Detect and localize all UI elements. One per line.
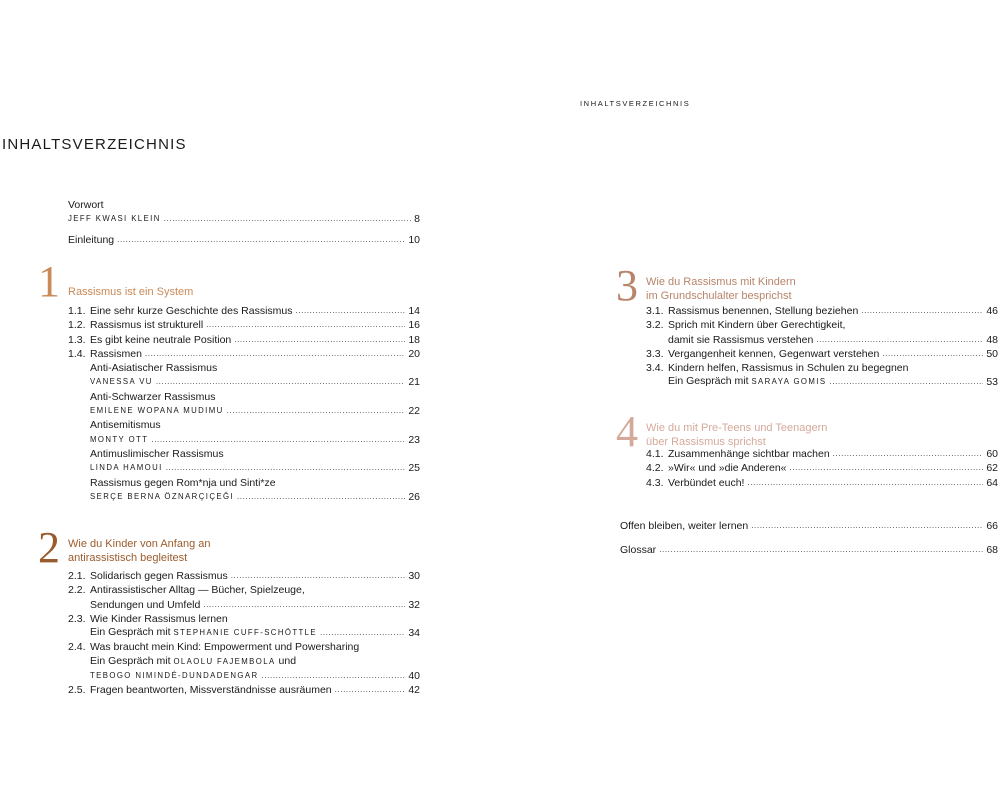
leader-dots	[262, 669, 406, 683]
toc-entry[interactable]	[68, 318, 420, 332]
chapter-number: 4	[616, 407, 638, 456]
front-matter	[68, 198, 420, 247]
entry-title: Zusammenhänge sichtbar machen	[668, 448, 830, 460]
entry-title: Was braucht mein Kind: Empowerment und Powersharing	[90, 641, 360, 654]
toc-subentry-title[interactable]	[68, 447, 420, 461]
toc-subentry-author[interactable]	[68, 433, 420, 447]
toc-entry[interactable]	[68, 612, 420, 626]
toc-subentry-title[interactable]	[68, 418, 420, 432]
toc-entry[interactable]	[68, 683, 420, 697]
subentry-title: Anti-Asiatischer Rassismus	[90, 362, 218, 375]
toc-subentry-title[interactable]	[68, 361, 420, 375]
toc-entry[interactable]	[646, 447, 998, 461]
entry-title: Eine sehr kurze Geschichte des Rassismus	[90, 305, 293, 317]
entry-title: Vergangenheit kennen, Gegenwart verstehen	[668, 347, 880, 360]
toc-subentry-title[interactable]	[68, 476, 420, 490]
entry-number: 2.5.	[68, 684, 86, 697]
entry-title: Wie Kinder Rassismus lernen	[90, 612, 228, 625]
page-number: 50	[986, 347, 998, 360]
leader-dots	[151, 433, 405, 447]
leader-dots	[751, 519, 983, 533]
page-number: 14	[408, 305, 420, 317]
toc-subentry-title[interactable]	[68, 390, 420, 404]
leader-dots	[659, 543, 983, 557]
author-name: OLAOLU FAJEMBOLA	[173, 656, 276, 666]
leader-dots	[320, 626, 405, 640]
entry-title: Solidarisch gegen Rassismus	[90, 570, 228, 582]
author-name: EMILENE WOPANA MUDIMU	[90, 406, 224, 416]
vorwort-label: Vorwort	[68, 199, 104, 211]
toc-entry-vorwort[interactable]	[68, 198, 420, 212]
subentry-title: Anti-Schwarzer Rassismus	[90, 390, 216, 403]
chapter-number: 2	[38, 523, 60, 572]
entry-title: Sendungen und Umfeld	[90, 598, 201, 611]
leader-dots	[833, 447, 984, 461]
toc-entry-continued[interactable]	[68, 598, 420, 612]
page-number: 34	[408, 627, 420, 640]
conversation-prefix: Ein Gespräch mit	[90, 654, 171, 667]
entry-number: 4.2.	[646, 462, 664, 475]
chapter-2-heading[interactable]	[38, 523, 211, 572]
toc-entry-offen[interactable]	[620, 519, 998, 533]
entry-title: Rassismus benennen, Stellung beziehen	[668, 305, 859, 317]
back-matter	[620, 519, 998, 558]
leader-dots	[164, 212, 411, 226]
toc-entry[interactable]	[68, 569, 420, 583]
toc-entry[interactable]	[68, 583, 420, 597]
page-number: 46	[986, 305, 998, 317]
chapter-3-entries	[646, 304, 998, 390]
toc-entry-glossar[interactable]	[620, 543, 998, 557]
entry-title: Verbündet euch!	[668, 476, 745, 489]
page-number: 22	[408, 405, 420, 418]
conjunction: und	[278, 654, 297, 667]
chapter-title: Rassismus ist ein System	[68, 286, 194, 298]
subentry-title: Antimuslimischer Rassismus	[90, 447, 224, 460]
toc-entry-continued[interactable]	[646, 375, 998, 389]
leader-dots	[882, 347, 983, 361]
chapter-2-entries	[68, 569, 420, 698]
entry-title: Es gibt keine neutrale Position	[90, 333, 232, 346]
entry-number: 1.3.	[68, 333, 86, 346]
toc-entry[interactable]	[68, 640, 420, 654]
leader-dots	[816, 333, 983, 347]
leader-dots	[145, 347, 405, 361]
author-name: VANESSA VU	[90, 377, 153, 387]
page-number: 64	[986, 476, 998, 489]
entry-number: 3.1.	[646, 305, 664, 317]
entry-title	[668, 374, 826, 389]
page-number: 40	[408, 670, 420, 683]
leader-dots	[206, 318, 405, 332]
page-number: 30	[408, 570, 420, 582]
chapter-title	[646, 421, 827, 449]
page-number: 18	[408, 333, 420, 346]
leader-dots	[231, 569, 406, 583]
page-number: 60	[986, 448, 998, 460]
entry-title: Fragen beantworten, Missverständnisse ausräumen	[90, 684, 332, 697]
chapter-1-entries	[68, 304, 420, 504]
entry-title: Sprich mit Kindern über Gerechtigkeit,	[668, 319, 846, 332]
entry-number: 4.3.	[646, 476, 664, 489]
chapter-title	[68, 537, 210, 565]
page-number: 42	[408, 684, 420, 697]
leader-dots	[790, 461, 984, 475]
toc-entry[interactable]	[646, 347, 998, 361]
entry-number: 2.2.	[68, 584, 86, 597]
entry-number: 1.4.	[68, 347, 86, 360]
page-number: 66	[986, 520, 998, 532]
author-name: SERÇE BERNA ÖZNARÇIÇEĞI	[90, 491, 234, 501]
leader-dots	[156, 375, 405, 389]
entry-title: Offen bleiben, weiter lernen	[620, 520, 749, 532]
leader-dots	[296, 304, 406, 318]
page-number: 53	[986, 376, 998, 389]
leader-dots	[237, 490, 405, 504]
chapter-4-entries	[646, 447, 998, 490]
page-number: 8	[414, 213, 420, 226]
leader-dots	[747, 476, 983, 490]
entry-number: 2.3.	[68, 612, 86, 625]
toc-entry[interactable]	[646, 304, 998, 318]
page-number: 21	[408, 376, 420, 389]
leader-dots	[829, 375, 983, 389]
author-name: MONTY OTT	[90, 434, 149, 444]
chapter-title-line: im Grundschulalter besprichst	[646, 290, 792, 302]
entry-number: 3.3.	[646, 347, 664, 360]
chapter-number: 1	[38, 257, 60, 306]
toc-subentry-author[interactable]	[68, 461, 420, 475]
subentry-title: Antisemitismus	[90, 419, 161, 432]
toc-entry-continued[interactable]	[68, 669, 420, 683]
leader-dots	[861, 304, 983, 318]
entry-title: Antirassistischer Alltag — Bücher, Spielzeuge,	[90, 584, 305, 597]
chapter-3-heading[interactable]	[616, 261, 796, 310]
toc-entry[interactable]	[68, 347, 420, 361]
page-number: 10	[408, 233, 420, 246]
leader-dots	[335, 683, 406, 697]
entry-title: Rassismen	[90, 347, 142, 360]
author-name: STEPHANIE CUFF-SCHÖTTLE	[173, 628, 317, 638]
page-title: INHALTSVERZEICHNIS	[2, 136, 187, 153]
page-number: 25	[408, 462, 420, 475]
entry-title: »Wir« und »die Anderen«	[668, 462, 787, 475]
toc-entry[interactable]	[68, 304, 420, 318]
page-number: 23	[408, 433, 420, 446]
entry-title: Glossar	[620, 544, 657, 557]
leader-dots	[166, 461, 406, 475]
page-number: 48	[986, 333, 998, 346]
entry-number: 2.1.	[68, 570, 86, 582]
right-page	[500, 0, 1000, 800]
toc-subentry-author[interactable]	[68, 490, 420, 504]
entry-number: 1.1.	[68, 305, 86, 317]
toc-entry[interactable]	[646, 461, 998, 475]
chapter-number: 3	[616, 261, 638, 310]
chapter-title-line: Wie du Kinder von Anfang an	[68, 538, 211, 550]
toc-subentry-author[interactable]	[68, 375, 420, 389]
leader-dots	[234, 333, 405, 347]
entry-title	[90, 625, 317, 640]
entry-number: 3.2.	[646, 319, 664, 332]
conversation-prefix: Ein Gespräch mit	[90, 626, 171, 639]
entry-title: Rassismus ist strukturell	[90, 319, 204, 332]
author-name: LINDA HAMOUI	[90, 463, 163, 473]
vorwort-author: JEFF KWASI KLEIN	[68, 214, 161, 224]
chapter-1-heading[interactable]	[38, 257, 194, 306]
author-name: SARAYA GOMIS	[751, 377, 827, 387]
entry-title	[90, 654, 296, 669]
toc-entry-continued[interactable]	[646, 333, 998, 347]
chapter-title-line: Wie du mit Pre-Teens und Teenagern	[646, 422, 828, 434]
toc-entry[interactable]	[646, 361, 998, 375]
toc-entry[interactable]	[646, 476, 998, 490]
chapter-title-line: antirassistisch begleitest	[68, 552, 188, 564]
page-number: 26	[408, 490, 420, 503]
page-number: 16	[408, 319, 420, 332]
entry-number: 4.1.	[646, 448, 664, 460]
entry-number: 3.4.	[646, 362, 664, 375]
chapter-title	[646, 275, 796, 303]
einleitung-label: Einleitung	[68, 233, 115, 246]
page-number: 32	[408, 598, 420, 611]
toc-entry-continued[interactable]	[68, 626, 420, 640]
entry-title: damit sie Rassismus verstehen	[668, 333, 814, 346]
toc-entry-einleitung[interactable]	[68, 233, 420, 247]
page-number: 20	[408, 347, 420, 360]
entry-number: 1.2.	[68, 319, 86, 332]
toc-subentry-author[interactable]	[68, 404, 420, 418]
leader-dots	[117, 233, 405, 247]
chapter-title-line: Wie du Rassismus mit Kindern	[646, 276, 796, 288]
entry-number: 2.4.	[68, 641, 86, 654]
chapter-title-line: über Rassismus sprichst	[646, 436, 766, 448]
toc-entry[interactable]	[646, 318, 998, 332]
running-head: INHALTSVERZEICHNIS	[580, 99, 691, 108]
subentry-title: Rassismus gegen Rom*nja und Sinti*ze	[90, 476, 276, 489]
toc-entry-continued[interactable]	[68, 655, 420, 669]
entry-title: Kindern helfen, Rassismus in Schulen zu begegnen	[668, 362, 909, 375]
leader-dots	[227, 404, 406, 418]
author-name: TEBOGO NIMINDÉ-DUNDADENGAR	[90, 671, 259, 681]
toc-entry[interactable]	[68, 333, 420, 347]
leader-dots	[203, 598, 405, 612]
conversation-prefix: Ein Gespräch mit	[668, 375, 749, 388]
toc-entry-vorwort-author[interactable]	[68, 212, 420, 226]
page-number: 62	[986, 462, 998, 475]
page-number: 68	[986, 544, 998, 557]
